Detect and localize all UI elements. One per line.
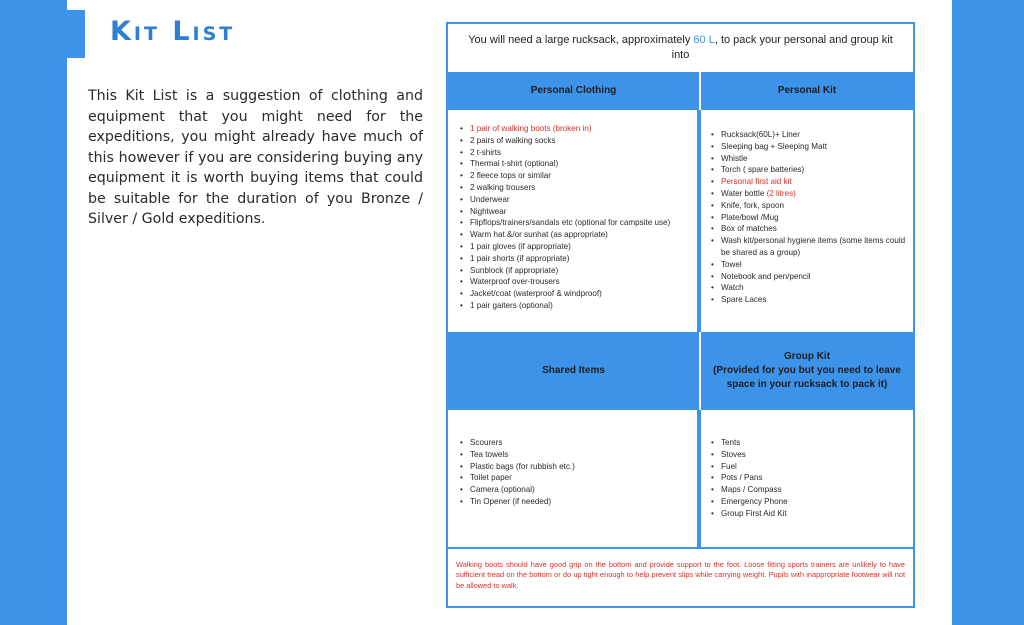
list-item: • Tin Opener (if needed) bbox=[458, 496, 689, 508]
list-item: • Fuel bbox=[709, 461, 907, 473]
rucksack-note bbox=[448, 24, 913, 72]
rucksack-note-text-end: , to pack your personal and group kit into bbox=[671, 34, 893, 61]
list-item: • 1 pair gaiters (optional) bbox=[458, 300, 689, 312]
list-item: • 1 pair gloves (if appropriate) bbox=[458, 241, 689, 253]
shared-items-cell bbox=[448, 410, 699, 547]
group-kit-list bbox=[709, 437, 907, 520]
list-item: • Thermal t-shirt (optional) bbox=[458, 158, 689, 170]
list-item: • Stoves bbox=[709, 449, 907, 461]
list-item: • Flipflops/trainers/sandals etc (optional for campsite use) bbox=[458, 217, 689, 229]
list-item: • Nightwear bbox=[458, 206, 689, 218]
personal-clothing-cell bbox=[448, 110, 699, 332]
list-item: • Underwear bbox=[458, 194, 689, 206]
group-kit-heading bbox=[701, 332, 913, 410]
list-item: • Wash kit/personal hygiene items (some items could be shared as a group) bbox=[709, 235, 907, 259]
list-item: • Group First Aid Kit bbox=[709, 508, 907, 520]
list-item: • Plate/bowl /Mug bbox=[709, 212, 907, 224]
group-kit-title: Group Kit bbox=[783, 351, 831, 362]
list-item: • Sunblock (if appropriate) bbox=[458, 265, 689, 277]
list-item: • 2 fleece tops or similar bbox=[458, 170, 689, 182]
list-item: • Whistle bbox=[709, 153, 907, 165]
kit-table bbox=[446, 22, 915, 608]
shared-items-heading: Shared Items bbox=[448, 332, 699, 410]
personal-kit-list bbox=[709, 129, 907, 306]
list-item: • Spare Laces bbox=[709, 294, 907, 306]
list-item: • Pots / Pans bbox=[709, 472, 907, 484]
list-item: • Tents bbox=[709, 437, 907, 449]
list-item: • 2 pairs of walking socks bbox=[458, 135, 689, 147]
list-item: • Sleeping bag + Sleeping Matt bbox=[709, 141, 907, 153]
list-item: • 1 pair shorts (if appropriate) bbox=[458, 253, 689, 265]
list-item: • Toilet paper bbox=[458, 472, 689, 484]
footwear-warning: Walking boots should have good grip on the bottom and provide support to the foot. Loose fitting sports trainers are unlikely to have sufficient tread on the bottom or do up tight enough to help prevent slips while carrying weight. Pupils with inappropriate footwear will not be allowed to walk. bbox=[456, 560, 905, 590]
list-item: • Box of matches bbox=[709, 223, 907, 235]
list-item: • 2 walking trousers bbox=[458, 182, 689, 194]
rucksack-size-highlight: 60 L bbox=[693, 34, 715, 46]
list-item: • Plastic bags (for rubbish etc.) bbox=[458, 461, 689, 473]
title-accent-bar bbox=[67, 10, 85, 58]
list-item: • Waterproof over-trousers bbox=[458, 276, 689, 288]
personal-kit-cell bbox=[699, 110, 913, 332]
list-item: • Knife, fork, spoon bbox=[709, 200, 907, 212]
personal-clothing-heading: Personal Clothing bbox=[448, 72, 699, 110]
water-bottle-label: Water bottle bbox=[721, 188, 767, 198]
group-kit-cell bbox=[699, 410, 913, 547]
rucksack-note-text-start: You will need a large rucksack, approximately bbox=[468, 34, 694, 46]
list-item: • Emergency Phone bbox=[709, 496, 907, 508]
list-item: • Camera (optional) bbox=[458, 484, 689, 496]
list-item: • Torch ( spare batteries) bbox=[709, 164, 907, 176]
list-item: • Personal first aid kit bbox=[709, 176, 907, 188]
page-title: Kit List bbox=[110, 16, 236, 47]
list-item bbox=[709, 188, 907, 200]
list-item: • Tea towels bbox=[458, 449, 689, 461]
right-blue-band bbox=[952, 0, 1024, 625]
group-kit-subtitle: (Provided for you but you need to leave space in your rucksack to pack it) bbox=[713, 365, 901, 390]
list-item: • Warm hat &/or sunhat (as appropriate) bbox=[458, 229, 689, 241]
list-item: • 1 pair of walking boots (broken in) bbox=[458, 123, 689, 135]
intro-paragraph: This Kit List is a suggestion of clothing and equipment that you might need for the expeditions, you might already have much of this however if you are considering buying any equipment it is worth buying items that could be suitable for the duration of you Bronze / Silver / Gold expeditions. bbox=[88, 88, 423, 227]
list-item: • Towel bbox=[709, 259, 907, 271]
list-item: • Notebook and pen/pencil bbox=[709, 271, 907, 283]
list-item: • Watch bbox=[709, 282, 907, 294]
water-bottle-size: (2 litres) bbox=[766, 188, 796, 198]
list-item: • 2 t-shirts bbox=[458, 147, 689, 159]
left-blue-band bbox=[0, 0, 67, 625]
personal-clothing-list bbox=[458, 123, 689, 312]
shared-items-list bbox=[458, 437, 689, 508]
personal-kit-heading: Personal Kit bbox=[701, 72, 913, 110]
list-item: • Maps / Compass bbox=[709, 484, 907, 496]
list-item: • Rucksack(60L)+ Liner bbox=[709, 129, 907, 141]
list-item: • Jacket/coat (waterproof & windproof) bbox=[458, 288, 689, 300]
list-item: • Scourers bbox=[458, 437, 689, 449]
